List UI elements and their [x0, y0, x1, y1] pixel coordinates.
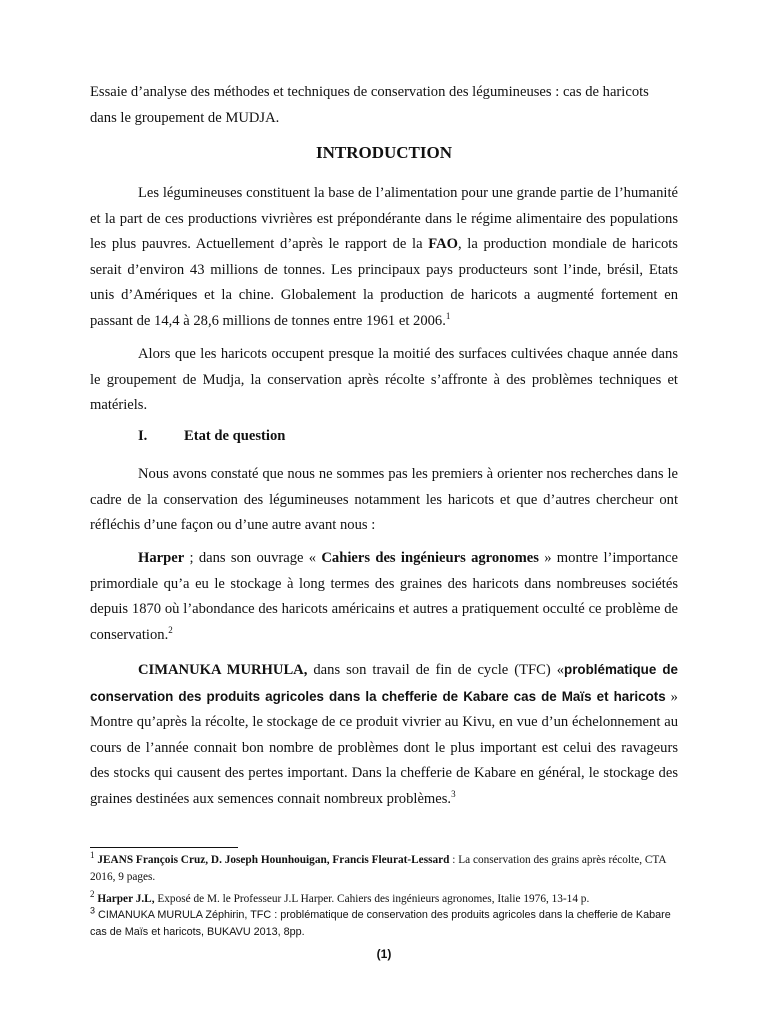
cimanuka-work-title: problématique de conservation des produits agricoles dans la chefferie de Kabare cas de Maïs et haricots [90, 662, 678, 704]
cimanuka-author: CIMANUKA MURHULA, [138, 662, 308, 678]
section-number: I. [138, 428, 148, 444]
paragraph-1-text-b: , la production mondiale de haricots serait d’environ 43 millions de tonnes. Les principaux pays producteurs sont l’inde, brésil, Etats unis d’Amériques et la chine. Globalement la production de haricots a augmenté fortement en passant de 14,4 à 28,6 millions de tonnes entre 1961 et 2006. [90, 236, 678, 329]
paragraph-3: Nous avons constaté que nous ne sommes pas les premiers à orienter nos recherches dans le cadre de la conservation des légumineuses notamment les haricots et que d’autres chercheur ont réfléchis d’une façon ou d’une autre avant nous : [90, 466, 678, 533]
footnote-divider [90, 847, 238, 848]
footnote-3-text: CIMANUKA MURULA Zéphirin, TFC : problématique de conservation des produits agricoles dans la chefferie de Kabare cas de Maïs et haricots, BUKAVU 2013, 8pp. [90, 909, 671, 938]
footnote-ref-3[interactable]: 3 [451, 788, 456, 799]
section-title: Etat de question [184, 428, 286, 444]
footnote-1-text: : La conservation des grains après récolte, CTA 2016, 9 pages. [90, 854, 666, 883]
footnote-1-number: 1 [90, 850, 95, 861]
paragraph-5-text-a: dans son travail de fin de cycle (TFC) « [307, 662, 565, 678]
section-heading [138, 428, 285, 445]
harper-work-title: Cahiers des ingénieurs agronomes [321, 550, 539, 566]
footnote-3 [90, 907, 680, 941]
paragraph-5-text-b: » Montre qu’après la récolte, le stockage de ce produit vivrier au Kivu, en vue d’un échelonnement au cours de l’année connait bon nombre de problèmes dont le plus important est celui des ravageurs des stocks qui causent des pertes important. Dans la chefferie de Kabare en général, le stockage des graines destinées aux semences connait nombreux problèmes. [90, 688, 678, 807]
page-number: (1) [376, 947, 392, 961]
footnote-2-number: 2 [90, 889, 95, 900]
footnote-2-author: Harper J.L, [97, 893, 155, 905]
paragraph-4-text-a: ; dans son ouvrage « [184, 550, 322, 566]
paragraph-1 [90, 181, 678, 334]
footnote-2 [90, 891, 680, 908]
footnote-3-number: 3 [90, 905, 96, 916]
paragraph-5 [90, 657, 678, 812]
paragraph-4 [90, 546, 678, 648]
fao-acronym: FAO [428, 236, 458, 252]
footnote-1 [90, 852, 680, 886]
introduction-heading: INTRODUCTION [315, 143, 453, 162]
footnote-ref-2[interactable]: 2 [168, 624, 173, 635]
footnote-ref-1[interactable]: 1 [445, 310, 451, 321]
paragraph-1-text-a: Les légumineuses constituent la base de l’alimentation pour une grande partie de l’humanité et la part de ces productions vivrières est prépondérante dans le régime alimentaire des populations les plus pauvres. Actuellement d’après le rapport de la [90, 185, 678, 252]
paragraph-4-text-b: » montre l’importance primordiale qu’a eu le stockage à long termes des graines des haricots dans nombreuses sociétés depuis 1870 où l’abondance des haricots américains et autres a pratiquement occulté ce problème de conservation. [90, 550, 678, 643]
footnote-1-authors: JEANS François Cruz, D. Joseph Hounhouigan, Francis Fleurat-Lessard [97, 854, 450, 866]
harper-author: Harper [138, 550, 185, 566]
document-title-line: Essaie d’analyse des méthodes et techniques de conservation des légumineuses : cas de haricots dans le groupement de MUDJA. [90, 84, 649, 126]
footnote-2-text: Exposé de M. le Professeur J.L Harper. Cahiers des ingénieurs agronomes, Italie 1976, 13-14 p. [154, 893, 590, 905]
paragraph-2: Alors que les haricots occupent presque la moitié des surfaces cultivées chaque année dans le groupement de Mudja, la conservation après récolte s’affronte à des problèmes techniques et matériels. [90, 346, 678, 413]
